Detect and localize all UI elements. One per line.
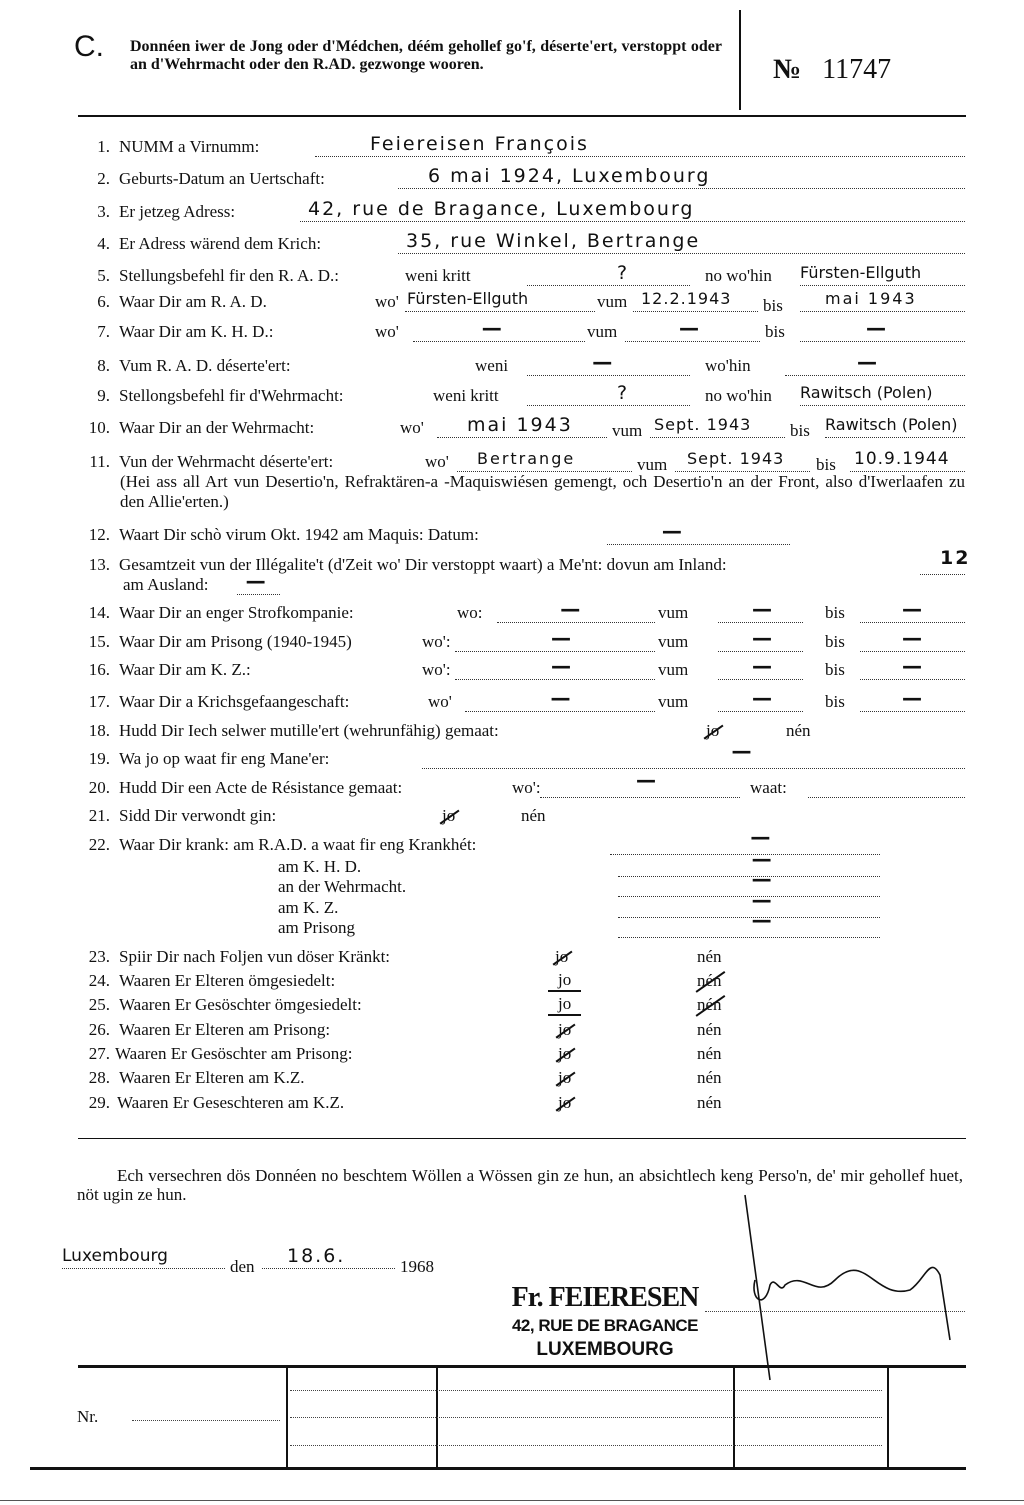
field-value: Bertrange: [477, 449, 576, 468]
place-value: Luxembourg: [62, 1246, 168, 1266]
field-label: wo': [375, 322, 399, 341]
section-letter: C.: [74, 30, 104, 63]
number-sign: №: [773, 54, 802, 85]
item-25: [0, 994, 1024, 1016]
field-value: Sept. 1943: [654, 415, 752, 434]
footer-line: [290, 1445, 882, 1446]
item-number: 23.: [88, 947, 110, 966]
field-label: vum: [658, 660, 689, 679]
item-3: [0, 198, 1024, 223]
field[interactable]: [860, 654, 965, 680]
item-18: [0, 720, 1024, 742]
item-14: [0, 597, 1024, 624]
field-value: Fürsten-Ellguth: [407, 289, 529, 308]
date-field[interactable]: [262, 1246, 395, 1269]
footer-top-rule: [78, 1365, 966, 1368]
item-6: [0, 291, 1024, 313]
item-23: [0, 946, 1024, 968]
item-label: Sidd Dir verwondt gin:: [119, 806, 277, 825]
field[interactable]: [785, 350, 965, 376]
item-label: Waaren Er Elteren am Prisong:: [119, 1020, 331, 1039]
item-number: 21.: [88, 806, 110, 825]
field-value: ?: [617, 262, 630, 284]
item-number: 28.: [88, 1068, 110, 1087]
field-value: Sept. 1943: [687, 449, 785, 468]
field-value: —: [751, 847, 772, 871]
footer-line: [290, 1417, 882, 1418]
field-value: Fürsten-Ellguth: [800, 263, 922, 282]
item-1: [0, 133, 1024, 158]
field-label: bis: [763, 296, 783, 315]
field-label: bis: [790, 421, 810, 440]
item-number: 7.: [97, 322, 110, 341]
form-number: [773, 54, 891, 86]
birth-field[interactable]: [398, 165, 965, 189]
field-value: Feiereisen François: [370, 133, 589, 155]
item-22-sub: [0, 888, 1024, 919]
footer-line: [290, 1390, 882, 1391]
field-label: bis: [825, 660, 845, 679]
field-value: —: [679, 316, 699, 340]
signature: [735, 1190, 965, 1400]
field[interactable]: [800, 291, 965, 312]
field[interactable]: [860, 686, 965, 712]
field-label: vum: [658, 692, 689, 711]
item-number: 29.: [88, 1093, 110, 1112]
item-label: Stellungsbefehl fir den R. A. D.:: [119, 266, 340, 285]
no-option[interactable]: nén: [697, 1044, 722, 1063]
item-number: 22.: [88, 835, 110, 854]
field[interactable]: [650, 417, 785, 438]
field-value: —: [751, 888, 772, 912]
item-27: [0, 1043, 1024, 1065]
field-label: wo': [400, 418, 424, 437]
item-22-sub: [0, 867, 1024, 898]
yes-option-crossed[interactable]: jo: [558, 1093, 572, 1112]
item-label: Waar Dir a Krichsgefaangeschaft:: [119, 692, 350, 711]
item-26: [0, 1019, 1024, 1041]
field-value: —: [752, 654, 772, 678]
field[interactable]: [825, 417, 965, 438]
stamp-city: LUXEMBOURG: [536, 1339, 674, 1360]
field-label: waat:: [750, 778, 787, 797]
field-value: 42, rue de Bragance, Luxembourg: [308, 198, 695, 220]
item-7: [0, 316, 1024, 343]
field[interactable]: [527, 382, 690, 406]
item-label: Gesamtzeit vun der Illégalite't (d'Zeit wo' Dir verstoppt waart) a Me'nt: dovun am Inland:: [119, 555, 727, 574]
item-label: Hudd Dir Iech selwer mutille'ert (wehrunfähig) gemaat:: [119, 721, 499, 740]
item-label: Waar Dir an enger Strofkompanie:: [119, 603, 354, 622]
field-label: am K. Z.: [278, 898, 339, 917]
item-number: 10.: [88, 418, 110, 437]
field-value: —: [245, 569, 266, 593]
item-label: Waaren Er Gesöschter am Prisong:: [115, 1044, 353, 1063]
item-16: [0, 654, 1024, 681]
item-label: Waart Dir schò virum Okt. 1942 am Maquis: Datum:: [119, 525, 479, 544]
item-29: [0, 1092, 1024, 1114]
field-value: —: [661, 519, 682, 543]
item-13: [0, 547, 1024, 576]
declaration-text: Ech versechren dös Donnéen no beschtem Wöllen a Wössen gin ze hun, an absichtlech keng Perso'n, de' mir gehollef huet, nöt ugin ze hun.: [77, 1166, 963, 1204]
item-number: 14.: [88, 603, 110, 622]
field-value: —: [902, 597, 922, 621]
field-value: ?: [617, 382, 630, 404]
field-value: 6 mai 1924, Luxembourg: [428, 165, 711, 187]
place-field[interactable]: [62, 1246, 225, 1269]
field-value: —: [866, 316, 886, 340]
item-label: Vum R. A. D. déserte'ert:: [119, 356, 291, 375]
item-10: [0, 414, 1024, 440]
no-option[interactable]: nén: [521, 806, 546, 825]
item-number: 8.: [97, 356, 110, 375]
field-value: —: [550, 686, 571, 710]
footer-bottom-rule: [30, 1467, 966, 1470]
yes-option-crossed[interactable]: jo: [442, 806, 456, 825]
field-value: mai 1943: [825, 289, 917, 308]
field[interactable]: [718, 654, 803, 680]
field-label: no wo'hin: [705, 266, 772, 285]
section-rule: [78, 1138, 966, 1139]
field-value: —: [592, 350, 613, 374]
field-label: wo':: [512, 778, 541, 797]
item-label: Waar Dir krank: am R.A.D. a waat fir eng Krankhét:: [119, 835, 477, 854]
field[interactable]: [405, 291, 595, 312]
item-label: Wa jo op waat fir eng Mane'er:: [119, 749, 330, 768]
item-number: 9.: [97, 386, 110, 405]
item-number: 12.: [88, 525, 110, 544]
item-label: Waar Dir an der Wehrmacht:: [119, 418, 315, 437]
inland-field[interactable]: [920, 547, 971, 575]
item-label: Vun der Wehrmacht déserte'ert:: [119, 452, 334, 471]
field-label: bis: [816, 455, 836, 474]
item-number: 16.: [88, 660, 110, 679]
item-20: [0, 768, 1024, 799]
field-label: weni: [475, 356, 509, 375]
field-value: —: [752, 686, 772, 710]
item-11: [0, 451, 1024, 473]
field-value: Rawitsch (Polen): [800, 383, 933, 402]
field-label: no wo'hin: [705, 386, 772, 405]
yes-option-underlined[interactable]: jo: [548, 970, 581, 992]
nr-field[interactable]: [132, 1420, 280, 1421]
year-label: 1968: [400, 1257, 434, 1276]
field-value: —: [636, 768, 656, 792]
field[interactable]: [457, 451, 632, 472]
item-label: Waaren Er Elteren ömgesiedelt:: [119, 971, 336, 990]
field-label: wo': [375, 292, 399, 311]
item-number: 15.: [88, 632, 110, 651]
item-number: 24.: [88, 971, 110, 990]
field-value: —: [751, 908, 772, 932]
item-28: [0, 1067, 1024, 1089]
field[interactable]: [618, 888, 880, 918]
field-label: wo':: [422, 632, 451, 651]
stamp: [480, 1282, 730, 1361]
field-value: —: [481, 316, 502, 340]
field[interactable]: [850, 451, 965, 472]
field-value: mai 1943: [467, 414, 573, 436]
field[interactable]: [437, 414, 607, 438]
field-value: —: [731, 739, 752, 763]
item-label: Waar Dir am K. H. D.:: [119, 322, 274, 341]
item-12: [0, 519, 1024, 546]
field[interactable]: [540, 768, 740, 798]
field[interactable]: [800, 385, 965, 406]
field-value: —: [752, 597, 772, 621]
field[interactable]: [607, 519, 790, 545]
war-address-field[interactable]: [398, 230, 965, 254]
item-label: Er Adress wärend dem Krich:: [119, 234, 322, 253]
field-label: vum: [587, 322, 618, 341]
field[interactable]: [800, 316, 965, 342]
item-number: 1.: [97, 137, 110, 156]
field[interactable]: [618, 867, 880, 897]
item-number: 27.: [88, 1044, 110, 1063]
field-value: —: [560, 597, 581, 621]
field[interactable]: [618, 908, 880, 938]
no-option-crossed[interactable]: nén: [697, 971, 722, 990]
item-label: Waar Dir am K. Z.:: [119, 660, 251, 679]
item-label: Waar Dir am Prisong (1940-1945): [119, 632, 352, 651]
item-number: 13.: [88, 555, 110, 574]
item-5: [0, 262, 1024, 287]
item-number: 4.: [97, 234, 110, 253]
form-title: Donnéen iwer de Jong oder d'Médchen, déém gehollef go'f, déserte'ert, verstoppt oder an d'Wehrmacht oder den R.AD. gezwonge wooren.: [130, 38, 722, 73]
item-8: [0, 350, 1024, 377]
item-22-sub: [0, 908, 1024, 939]
item-number: 5.: [97, 266, 110, 285]
field-value: —: [551, 654, 571, 678]
item-9: [0, 382, 1024, 407]
field-label: vum: [597, 292, 628, 311]
item-15: [0, 626, 1024, 653]
field-label: wo:: [457, 603, 483, 622]
item-label: Stellongsbefehl fir d'Wehrmacht:: [119, 386, 344, 405]
field-label: vum: [658, 632, 689, 651]
field-value: —: [902, 626, 922, 650]
item-number: 2.: [97, 169, 110, 188]
current-address-field[interactable]: [300, 198, 965, 222]
item-label: Waar Dir am R. A. D.: [119, 292, 267, 311]
field-value: Rawitsch (Polen): [825, 415, 958, 434]
field[interactable]: [618, 847, 880, 877]
item-number: 11.: [89, 452, 110, 471]
field-label: vum: [612, 421, 643, 440]
field-value: —: [750, 825, 771, 849]
footer-col-divider: [286, 1367, 288, 1467]
field-value: 35, rue Winkel, Bertrange: [406, 230, 701, 252]
item-22-sub: [0, 847, 1024, 878]
field[interactable]: [675, 451, 810, 472]
number-value: 11747: [822, 54, 892, 85]
name-field[interactable]: [315, 133, 965, 157]
item-4: [0, 230, 1024, 255]
field-value: —: [551, 626, 571, 650]
field[interactable]: [860, 597, 965, 623]
field-label: bis: [825, 603, 845, 622]
item-17: [0, 686, 1024, 713]
item-number: 25.: [88, 995, 110, 1014]
nr-label: Nr.: [77, 1407, 99, 1426]
yes-option-underlined[interactable]: jo: [548, 994, 581, 1016]
stamp-street: 42, RUE DE BRAGANCE: [511, 1316, 699, 1335]
item-number: 20.: [88, 778, 110, 797]
header-rule: [78, 115, 966, 117]
field-value: 12: [940, 547, 971, 569]
item-19: [0, 739, 1024, 770]
field-value: —: [902, 686, 922, 710]
field-label: wo': [428, 692, 452, 711]
yes-option-crossed[interactable]: jo: [558, 1020, 572, 1039]
item-label: Hudd Dir een Acte de Résistance gemaat:: [119, 778, 403, 797]
field[interactable]: [718, 626, 803, 652]
no-option[interactable]: nén: [697, 947, 722, 966]
no-option[interactable]: nén: [786, 721, 811, 740]
item-number: 3.: [97, 202, 110, 221]
field-value: —: [751, 867, 772, 891]
no-option[interactable]: nén: [697, 1020, 722, 1039]
den-label: den: [230, 1257, 255, 1276]
item-24: [0, 970, 1024, 992]
field[interactable]: [455, 654, 655, 680]
item-label: Waaren Er Gesöschter ömgesiedelt:: [119, 995, 362, 1014]
item-label: Er jetzeg Adress:: [119, 202, 236, 221]
field-value: —: [857, 350, 877, 374]
field-value: 10.9.1944: [854, 449, 950, 469]
item-label: Geburts-Datum an Uertschaft:: [119, 169, 325, 188]
header-divider: [739, 10, 741, 110]
item-label: Spiir Dir nach Foljen vun döser Kränkt:: [119, 947, 391, 966]
field[interactable]: [718, 597, 803, 623]
field-label: vum: [658, 603, 689, 622]
field[interactable]: [422, 739, 965, 769]
field[interactable]: [497, 597, 655, 623]
field[interactable]: [527, 350, 690, 376]
field-label: an der Wehrmacht.: [278, 877, 407, 896]
field-label: bis: [825, 632, 845, 651]
item-number: 18.: [88, 721, 110, 740]
field-value: 12.2.1943: [641, 289, 732, 308]
field-label: wo'hin: [705, 356, 751, 375]
field[interactable]: [465, 686, 655, 712]
footer-col-divider: [887, 1367, 889, 1467]
field-label: weni kritt: [405, 266, 471, 285]
field[interactable]: [610, 825, 880, 855]
no-option[interactable]: nén: [697, 1093, 722, 1112]
item-number: 17.: [88, 692, 110, 711]
field-label: bis: [825, 692, 845, 711]
date-value: 18.6.: [287, 1245, 346, 1267]
field-label: wo': [425, 452, 449, 471]
yes-option-crossed[interactable]: jo: [558, 1068, 572, 1087]
field[interactable]: [860, 626, 965, 652]
stamp-name: Fr. FEIERESEN: [511, 1282, 699, 1313]
field[interactable]: [808, 777, 965, 798]
abroad-field[interactable]: [237, 569, 280, 595]
field-label: am K. H. D.: [278, 857, 362, 876]
item-number: 19.: [88, 749, 110, 768]
item-number: 6.: [97, 292, 110, 311]
item-22: [0, 825, 1024, 856]
yes-option-crossed[interactable]: jo: [706, 721, 720, 740]
field-label: am Ausland:: [123, 575, 209, 594]
field-value: —: [752, 626, 772, 650]
field[interactable]: [413, 316, 585, 342]
page-edge: [0, 1500, 1024, 1501]
field[interactable]: [633, 291, 758, 312]
field-value: —: [902, 654, 922, 678]
item-label: Waaren Er Elteren am K.Z.: [119, 1068, 305, 1087]
field-label: am Prisong: [278, 918, 355, 937]
field-label: wo':: [422, 660, 451, 679]
field[interactable]: [625, 316, 760, 342]
item-21: [0, 805, 1024, 827]
field[interactable]: [800, 265, 965, 286]
no-option[interactable]: nén: [697, 1068, 722, 1087]
item-label: Waaren Er Geseschteren am K.Z.: [117, 1093, 345, 1112]
field-label: bis: [765, 322, 785, 341]
item-11-note: (Hei ass all Art vun Desertio'n, Refraktären-a -Maquiswiésen gemengt, och Desertio'n an der Front, also d'Iwerlaafen zu den Allie'erten.): [120, 472, 965, 511]
field[interactable]: [455, 626, 655, 652]
item-label: NUMM a Virnumm:: [119, 137, 260, 156]
yes-option-crossed[interactable]: jo: [555, 947, 569, 966]
yes-option-crossed[interactable]: jo: [558, 1044, 572, 1063]
field-label: vum: [637, 455, 668, 474]
item-2: [0, 165, 1024, 190]
no-option-crossed[interactable]: nén: [697, 995, 722, 1014]
item-number: 26.: [88, 1020, 110, 1039]
field[interactable]: [527, 262, 690, 286]
field[interactable]: [718, 686, 803, 712]
field-label: weni kritt: [433, 386, 499, 405]
item-13-abroad: [0, 569, 1024, 596]
